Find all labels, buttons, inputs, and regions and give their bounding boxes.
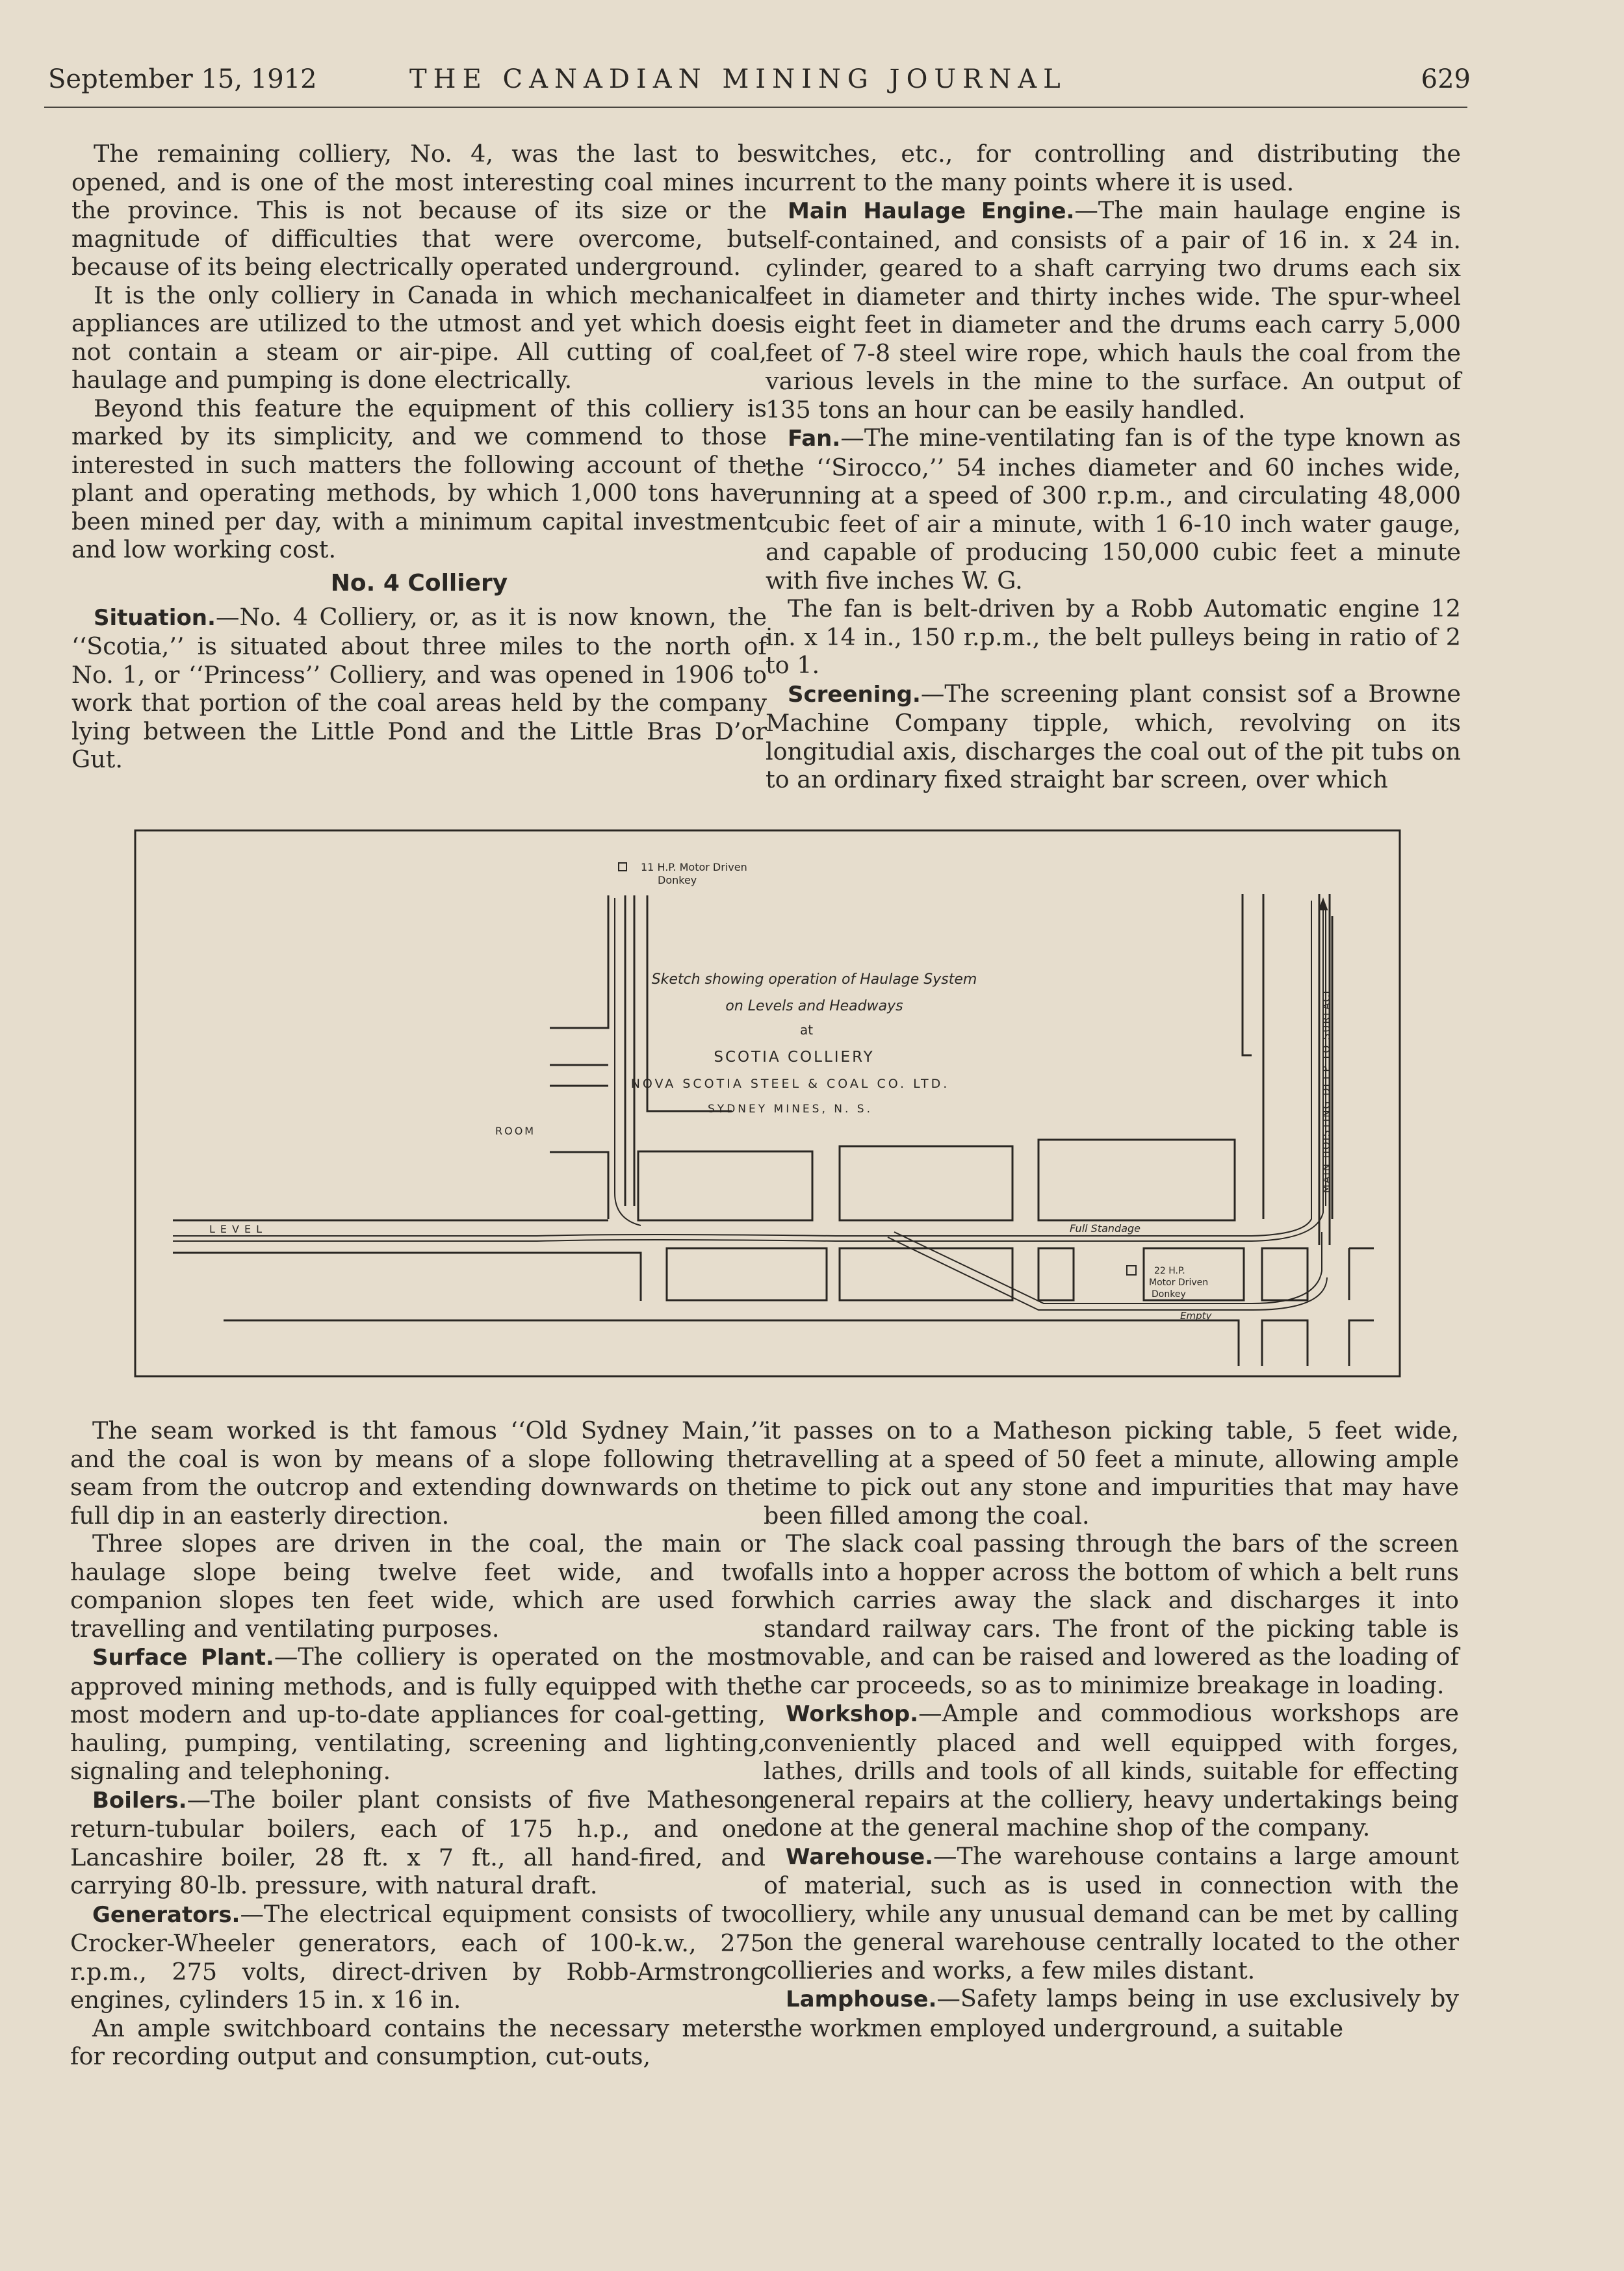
header-rule [44,107,1467,108]
label-shaft: MAIN HOISTING DEEP TO SURFACE [1321,986,1332,1193]
paragraph-text: —The warehouse contains a large amount of material, such as is used in connection with the colliery, while any unusual demand can be met by calling on the general warehouse centrally located to the other collieries and works, a few miles distant. [764,1841,1459,1984]
diagram-title: on Levels and Headways [725,998,903,1014]
run-in-heading: Boilers. [92,1787,187,1814]
label-donkey-bottom: 22 H.P. [1154,1266,1185,1276]
paragraph: Three slopes are driven in the coal, the main or haulage slope being twelve feet wide, and two companion slopes ten feet wide, which are used for travelling and ventilating purposes. [70,1530,766,1643]
paragraph-text: —The electrical equipment consists of two Crocker-Wheeler generators, each of 100-k.w., 275 r.p.m., 275 volts, direct-driven by Robb-Armstrong engines, cylinders 15 in. x 16 in. [70,1899,766,2014]
paragraph-text: —Safety lamps being in use exclusively by the workmen employed underground, a suitable [764,1984,1459,2042]
diagram-title: at [799,1022,814,1038]
run-in-heading: Situation. [94,604,216,631]
paragraph: Beyond this feature the equipment of this colliery is marked by its simplicity, and we commend to those interested in such matters the following account of the plant and operating methods, by which 1,000 tons have been mined per day, with a minimum capital investment and low working cost. [71,394,767,563]
journal-title: THE CANADIAN MINING JOURNAL [409,64,1067,94]
section-heading: No. 4 Colliery [330,569,508,597]
label-room: ROOM [495,1125,536,1137]
diagram-title: Sketch showing operation of Haulage System [651,971,977,988]
paragraph: switches, etc., for controlling and distributing the current to the many points where it is used. [766,140,1461,196]
run-in-heading: Fan. [788,426,841,452]
paragraph-text: —The screening plant consist sof a Browne Machine Company tipple, which, revolving on its longitudial axis, discharges the coal out of the pit tubs on to an ordinary fixed straight bar screen, over which [766,679,1461,793]
donkey-marker [1127,1266,1136,1275]
label-donkey-top: 11 H.P. Motor Driven [641,861,747,873]
paragraph-situation [71,603,767,774]
paragraph-text: —The main haulage engine is self-contained, and consists of a pair of 16 in. x 24 in. cylinder, geared to a shaft carrying two drums each six feet in diameter and thirty inches wide. The spur-wheel is eight feet in diameter and the drums each carry 5,000 feet of 7-8 steel wire rope, which hauls the coal from the various levels in the mine to the surface. An output of 135 tons an hour can be easily handled. [766,196,1461,424]
paragraph: it passes on to a Matheson picking table, 5 feet wide, travelling at a speed of 50 feet a minute, allowing ample time to pick out any stone and impurities that may have been filled among the coal. [764,1417,1459,1530]
haulage-diagram [134,829,1401,1378]
label-full-standage: Full Standage [1070,1222,1141,1235]
label-empty: Empty [1180,1310,1212,1322]
run-in-heading: Screening. [788,681,921,708]
page-number: 629 [1421,64,1471,94]
header-date: September 15, 1912 [48,64,317,94]
paragraph-text: —The boiler plant consists of five Matheson return-tubular boilers, each of 175 h.p., and one Lancashire boiler, 28 ft. x 7 ft., all hand-fired, and carrying 80-lb. pressure, with natural draft. [70,1785,766,1899]
label-donkey-bottom: Motor Driven [1149,1277,1209,1288]
run-in-heading: Workshop. [786,1701,919,1727]
donkey-marker [619,863,626,871]
label-level: LEVEL [209,1223,267,1235]
paragraph-lamphouse [764,1984,1459,2042]
column-top-left [71,140,767,774]
paragraph-text: —The colliery is operated on the most approved mining methods, and is fully equipped with the most modern and up-to-date appliances for coal-getting, hauling, pumping, ventilating, screening and lighting, signaling and telephoning. [70,1643,766,1785]
column-top-right [766,140,1461,794]
paragraph-text: —No. 4 Colliery, or, as it is now known, the ‘‘Scotia,’’ is situated about three miles to the north of No. 1, or ‘‘Princess’’ Colliery, and was opened in 1906 to work that portion of the coal areas held by the company lying between the Little Pond and the Little Bras D’or Gut. [71,602,767,773]
paragraph: The slack coal passing through the bars of the screen falls into a hopper across the bottom of which a belt runs which carries away the slack and discharges it into standard railway cars. The front of the picking table is movable, and can be raised and lowered as the loading of the car proceeds, so as to minimize breakage in loading. [764,1530,1459,1699]
diagram-title: SCOTIA COLLIERY [714,1049,875,1066]
run-in-heading: Main Haulage Engine. [788,198,1075,224]
label-donkey-top: Donkey [658,874,697,886]
column-bottom-left [70,1417,766,2071]
run-in-heading: Surface Plant. [92,1645,274,1671]
paragraph: The remaining colliery, No. 4, was the last to be opened, and is one of the most interesting coal mines in the province. This is not because of its size or the magnitude of difficulties that were overcome, but because of its being electrically operated underground. [71,140,767,281]
paragraph-text: —Ample and commodious workshops are conveniently placed and well equipped with forges, lathes, drills and tools of all kinds, suitable for effecting general repairs at the colliery, heavy undertakings being done at the general machine shop of the company. [764,1699,1459,1841]
paragraph-boilers [70,1786,766,1900]
run-in-heading: Warehouse. [786,1843,934,1870]
paragraph-screening [766,680,1461,794]
paragraph-text: —The mine-ventilating fan is of the type known as the ‘‘Sirocco,’’ 54 inches diameter and 60 inches wide, running at a speed of 300 r.p.m., and circulating 48,000 cubic feet of air a minute, with 1 6-10 inch water gauge, and capable of producing 150,000 cubic feet a minute with five inches W. G. [766,424,1461,595]
paragraph-generators [70,1900,766,2014]
paragraph: The fan is belt-driven by a Robb Automatic engine 12 in. x 14 in., 150 r.p.m., the belt pulleys being in ratio of 2 to 1. [766,595,1461,679]
label-donkey-bottom: Donkey [1152,1289,1186,1300]
paragraph-warehouse [764,1842,1459,1985]
run-in-heading: Lamphouse. [786,1986,937,2012]
paragraph: An ample switchboard contains the necessary meters for recording output and consumption, cut-outs, [70,2014,766,2070]
diagram-title: SYDNEY MINES, N. S. [708,1103,873,1116]
paragraph-surface [70,1643,766,1786]
paragraph: It is the only colliery in Canada in which mechanical appliances are utilized to the utmost and yet which does not contain a steam or air-pipe. All cutting of coal, haulage and pumping is done electrically. [71,281,767,394]
run-in-heading: Generators. [92,1901,240,1928]
paragraph-haulage [766,196,1461,424]
paragraph-workshop [764,1699,1459,1842]
paragraph: The seam worked is tht famous ‘‘Old Sydney Main,’’ and the coal is won by means of a slope following the seam from the outcrop and extending downwards on the full dip in an easterly direction. [70,1417,766,1530]
diagram-title: NOVA SCOTIA STEEL & COAL CO. LTD. [630,1077,950,1091]
column-bottom-right [764,1417,1459,2042]
paragraph-fan [766,424,1461,595]
